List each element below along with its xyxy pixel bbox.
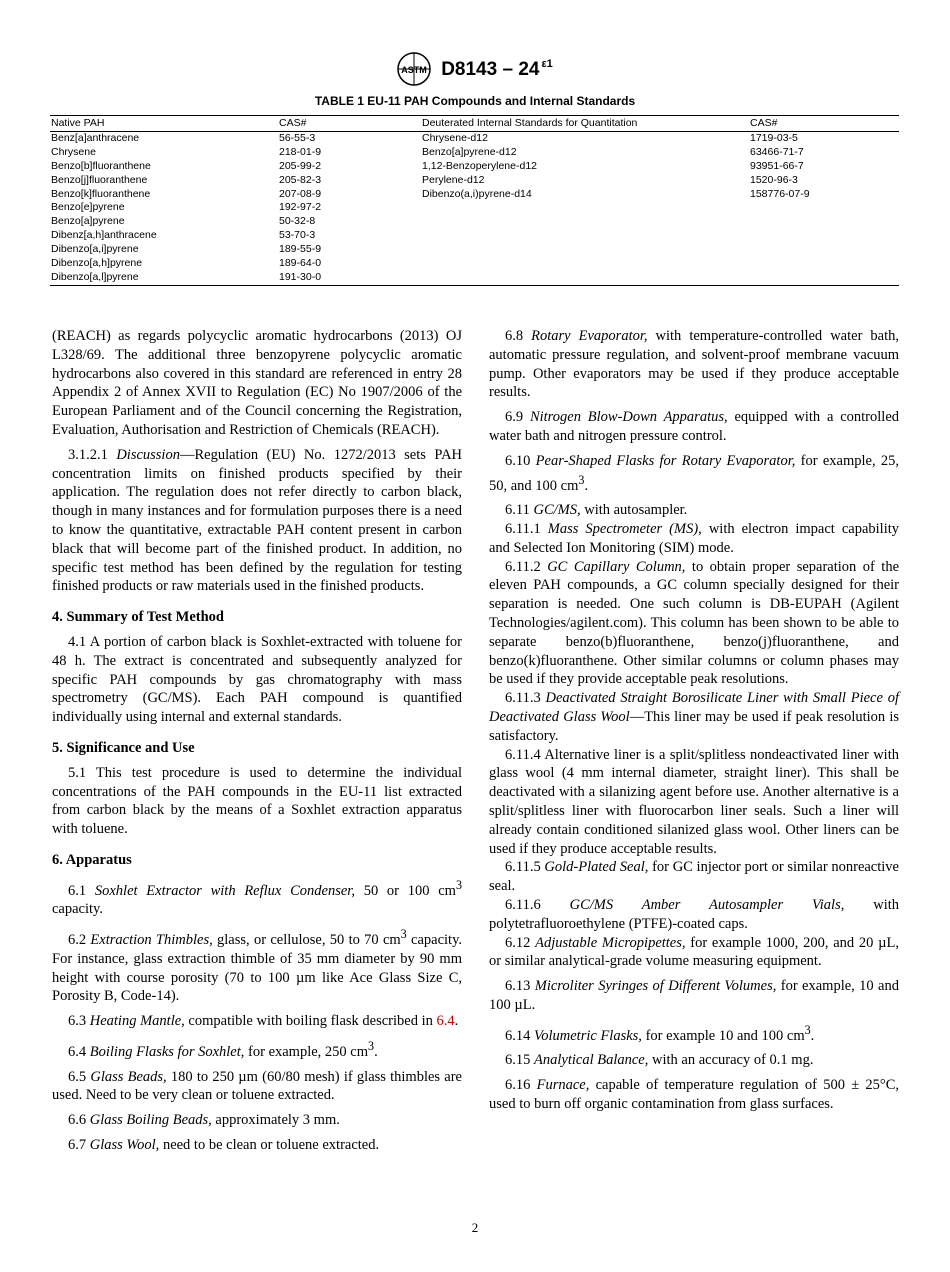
- paragraph-6-11-3: 6.11.3 Deactivated Straight Borosilicate Liner with Small Piece of Deactivated Glass Wool—This liner may be used if peak resolution is satisfactory.: [489, 690, 899, 744]
- cell-native-cas: 207-08-9: [279, 187, 322, 200]
- table-row: [50, 146, 899, 160]
- table-row: [50, 131, 899, 145]
- paragraph-6-11-2: 6.11.2 GC Capillary Column, to obtain proper separation of the eleven PAH compounds, a GC column specially designed for their separation is needed. One such column is DB-EUPAH (Agilent Technologies/agilent.com). This column has been shown to be able to separate benzo(b)fluoranthene, benzo(j)fluoranthene, and benzo(k)fluoranthene. Other similar columns or column phases may be used if they provide acceptable peak resolutions.: [489, 558, 900, 688]
- cell-native-cas: 53-70-3: [279, 229, 316, 242]
- paragraph-6-15: 6.15 Analytical Balance, with an accuracy of 0.1 mg.: [505, 1052, 814, 1069]
- right-column: [489, 327, 899, 1120]
- cell-native-cas: 205-99-2: [279, 159, 322, 172]
- cell-deuterated-standard: Dibenzo(a,i)pyrene-d14: [422, 187, 532, 200]
- cell-deuterated-standard: Perylene-d12: [422, 173, 485, 186]
- paragraph-6-1: 6.1 Soxhlet Extractor with Reflux Condenser, 50 or 100 $cm^3$ capacity.: [52, 877, 463, 918]
- cell-native-cas: 56-55-3: [279, 131, 316, 144]
- left-column: [52, 327, 462, 1161]
- cell-deuterated-standard: 1,12-Benzoperylene-d12: [422, 159, 537, 172]
- cell-deuterated-standard: Benzo[a]pyrene-d12: [422, 145, 517, 158]
- cell-deuterated-cas: [749, 215, 899, 229]
- cell-native-pah: Benzo[b]fluoranthene: [51, 159, 151, 172]
- cell-native-cas: 50-32-8: [279, 215, 316, 228]
- cell-deuterated-cas: 63466-71-7: [750, 145, 804, 158]
- table-title: TABLE 1 EU-11 PAH Compounds and Internal Standards: [314, 94, 636, 108]
- col-header-deuterated-standards: Deuterated Internal Standards for Quantitation: [422, 117, 638, 129]
- document-number: D8143 – 24 $^{\varepsilon 1}$: [441, 57, 553, 80]
- paragraph-5-1: 5.1 This test procedure is used to determine the individual concentrations of the PAH compounds in the EU-11 list extracted from carbon black by the means of a Soxhlet extraction apparatus with toluene.: [52, 764, 462, 838]
- cell-deuterated-cas: [749, 271, 899, 285]
- cell-native-pah: Dibenzo[a,h]pyrene: [51, 257, 143, 270]
- paragraph-6-13: 6.13 Microliter Syringes of Different Volumes, for example, 10 and 100 µL.: [489, 978, 899, 1013]
- cell-deuterated-cas: 1520-96-3: [750, 173, 798, 186]
- astm-logo: [397, 52, 431, 86]
- svg-text:ASTM: ASTM: [401, 65, 427, 75]
- section-6-4-link[interactable]: 6.4: [436, 1013, 455, 1030]
- cell-native-pah: Benzo[e]pyrene: [51, 201, 125, 214]
- table-row: [50, 257, 899, 271]
- table-row: [50, 160, 899, 174]
- cell-deuterated-standard: [421, 243, 749, 257]
- paragraph-6-4: 6.4 Boiling Flasks for Soxhlet, for example, 250 $cm^3$.: [68, 1038, 378, 1060]
- paragraph-6-11: 6.11 GC/MS, with autosampler.: [505, 502, 688, 519]
- paragraph-3-1-2-1: 3.1.2.1 Discussion—Regulation (EU) No. 1272/2013 sets PAH concentration limits on finished products specified by their application. The regulation does not refer directly to carbon black, though in many instances and for formulation purposes there is a need to know the quantitative, extractable PAH content present in carbon black that will become part of the finished product. In addition, no specific test method has been defined by the regulation for testing finished products or raw materials used in the finished products.: [52, 446, 463, 595]
- cell-deuterated-cas: [749, 243, 899, 257]
- section-5-heading: 5. Significance and Use: [52, 739, 195, 756]
- paragraph-reach-continuation: (REACH) as regards polycyclic aromatic hydrocarbons (2013) OJ L328/69. The additional three benzopyrene polycyclic aromatic hydrocarbons also covered in this standard are referenced in entry 28 Appendix 2 of Annex XVII to Regulation (EC) No 1907/2006 of the European Parliament and of the Council concerning the Registration, Evaluation, Authorisation and Restriction of Chemicals (REACH).: [52, 328, 462, 438]
- cell-native-pah: Dibenzo[a,i]pyrene: [51, 243, 139, 256]
- cell-deuterated-cas: 1719-03-5: [750, 131, 798, 144]
- paragraph-6-11-1: 6.11.1 Mass Spectrometer (MS), with electron impact capability and Selected Ion Monitoring (SIM) mode.: [489, 521, 899, 556]
- table-row: [50, 188, 899, 202]
- paragraph-6-9: 6.9 Nitrogen Blow-Down Apparatus, equipped with a controlled water bath and nitrogen pressure control.: [489, 409, 900, 444]
- paragraph-6-11-5: 6.11.5 Gold-Plated Seal, for GC injector port or similar nonreactive seal.: [489, 859, 899, 895]
- cell-native-pah: Benzo[k]fluoranthene: [51, 187, 151, 200]
- table-row: [50, 201, 899, 215]
- cell-native-cas: 192-97-2: [279, 201, 322, 214]
- col-header-cas: CAS#: [279, 117, 307, 129]
- paragraph-6-8: 6.8 Rotary Evaporator, with temperature-controlled water bath, automatic pressure regulation, and solvent-proof membrane vacuum pump. Other evaporators may be used if they produce acceptable results.: [489, 328, 900, 401]
- table-header-row: [50, 116, 899, 132]
- cell-deuterated-cas: 158776-07-9: [750, 187, 810, 200]
- cell-native-pah: Benz[a]anthracene: [51, 131, 140, 144]
- paragraph-6-14: 6.14 Volumetric Flasks, for example 10 and 100 $cm^3$.: [505, 1022, 815, 1044]
- cell-deuterated-standard: Chrysene-d12: [422, 131, 488, 144]
- table-body: [50, 131, 899, 285]
- col-header-cas-2: CAS#: [750, 117, 778, 129]
- cell-deuterated-standard: [421, 201, 749, 215]
- paragraph-4-1: 4.1 A portion of carbon black is Soxhlet-extracted with toluene for 48 h. The extract is concentrated and subsequently analyzed for specific PAH compounds by gas chromatography with mass spectrometry (GC/MS). Each PAH compound is quantified individually using internal and external standards.: [52, 633, 462, 726]
- paragraph-6-11-6: 6.11.6 GC/MS Amber Autosampler Vials, with polytetrafluoroethylene (PTFE)-coated caps.: [489, 896, 900, 932]
- cell-deuterated-cas: 93951-66-7: [750, 159, 804, 172]
- page-number: 2: [471, 1220, 479, 1235]
- cell-deuterated-cas: [749, 201, 899, 215]
- table-row: [50, 215, 899, 229]
- cell-native-cas: 189-55-9: [279, 243, 322, 256]
- table-row: [50, 243, 899, 257]
- cell-deuterated-cas: [749, 257, 899, 271]
- section-4-heading: 4. Summary of Test Method: [52, 609, 224, 626]
- cell-native-pah: Chrysene: [51, 145, 96, 158]
- paragraph-6-12: 6.12 Adjustable Micropipettes, for example 1000, 200, and 20 µL, or similar analytical-grade volume measuring equipment.: [489, 934, 899, 970]
- section-6-heading: 6. Apparatus: [52, 851, 132, 868]
- cell-native-cas: 191-30-0: [279, 270, 322, 283]
- paragraph-6-6: 6.6 Glass Boiling Beads, approximately 3 mm.: [68, 1112, 340, 1129]
- col-header-native-pah: Native PAH: [51, 117, 105, 129]
- cell-deuterated-standard: [421, 257, 749, 271]
- cell-native-pah: Benzo[a]pyrene: [51, 215, 125, 228]
- cell-native-cas: 205-82-3: [279, 173, 322, 186]
- paragraph-6-10: 6.10 Pear-Shaped Flasks for Rotary Evaporator, for example, 25, 50, and 100 $cm^3$.: [489, 452, 899, 494]
- cell-native-cas: 189-64-0: [279, 257, 322, 270]
- cell-native-pah: Dibenzo[a,l]pyrene: [51, 270, 139, 283]
- table-row: [50, 174, 899, 188]
- paragraph-6-5: 6.5 Glass Beads, 180 to 250 µm (60/80 mesh) if glass thimbles are used. Need to be very clean or toluene extracted.: [52, 1068, 462, 1104]
- cell-native-cas: 218-01-9: [279, 145, 322, 158]
- table-row: [50, 271, 899, 285]
- paragraph-6-11-4: 6.11.4 Alternative liner is a split/splitless nondeactivated liner with glass wool (4 mm internal diameter, straight liner). This shall be deactivated with a silanizing agent before use. Another alternative is a split/splitless liner with fluorocarbon liner seals. Such a liner will already contain conditioned silanized glass wool. Other liners can be used if they produce acceptable results.: [489, 746, 899, 857]
- cell-native-pah: Benzo[j]fluoranthene: [51, 173, 148, 186]
- cell-deuterated-standard: [421, 229, 749, 243]
- cell-deuterated-standard: [421, 215, 749, 229]
- pah-table: [50, 115, 899, 286]
- paragraph-6-2: 6.2 Extraction Thimbles, glass, or cellulose, 50 to 70 $cm^3$ capacity. For instance, glass extraction thimble of 35 mm diameter by 90 mm height with course porosity (70 to 100 µm like Ace Glass Size C, Porosity B, Code-14).: [52, 927, 462, 1005]
- document-superscript: ε1: [541, 57, 553, 70]
- paragraph-6-16: 6.16 Furnace, capable of temperature regulation of 500 ± 25°C, used to burn off organic contamination from glass surfaces.: [489, 1077, 899, 1112]
- paragraph-6-3: 6.3 Heating Mantle, compatible with boiling flask described in 6.4.: [68, 1013, 459, 1030]
- cell-native-pah: Dibenz[a,h]anthracene: [51, 229, 157, 242]
- cell-deuterated-cas: [749, 229, 899, 243]
- paragraph-6-7: 6.7 Glass Wool, need to be clean or toluene extracted.: [68, 1136, 380, 1153]
- cell-deuterated-standard: [421, 271, 749, 285]
- page-header: [0, 52, 950, 86]
- table-row: [50, 229, 899, 243]
